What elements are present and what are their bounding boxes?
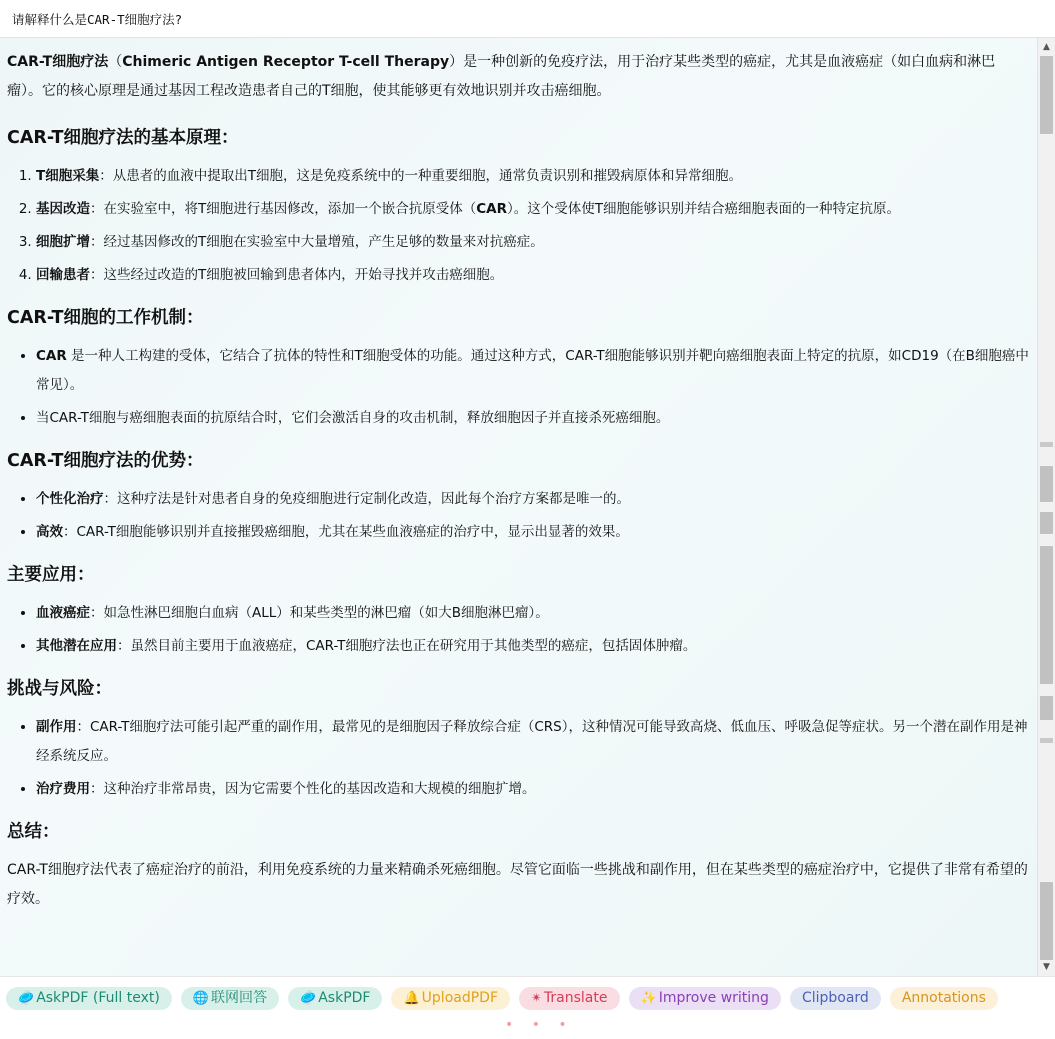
scroll-marker: [1040, 738, 1053, 743]
scroll-marker: [1040, 466, 1053, 502]
sparkles-icon: ✨: [640, 991, 657, 1006]
chip-label: Improve writing: [658, 990, 769, 1006]
chip-label: Translate: [543, 990, 608, 1006]
list-item: [36, 599, 1029, 628]
action-chips: [6, 987, 998, 1010]
item-text: ：如急性淋巴细胞白血病（ALL）和某些类型的淋巴瘤（如大B细胞淋巴瘤）。: [90, 605, 549, 621]
heading-principle: CAR-T细胞疗法的基本原理：: [7, 128, 239, 148]
heading-summary: 总结：: [7, 822, 60, 842]
item-bold: 个性化治疗: [36, 491, 104, 507]
question-bar: [0, 0, 1055, 38]
scroll-up-icon[interactable]: ▲: [1043, 42, 1050, 52]
item-bold: CAR: [476, 201, 508, 217]
improve-writing-button[interactable]: [629, 987, 781, 1010]
scroll-thumb[interactable]: [1040, 56, 1053, 134]
item-bold: 基因改造: [36, 201, 90, 217]
list-item: [36, 162, 1029, 191]
web-answer-button[interactable]: [181, 987, 279, 1010]
item-bold: 其他潜在应用: [36, 638, 117, 654]
annotations-button[interactable]: [890, 987, 998, 1010]
item-text: ：虽然目前主要用于血液癌症，CAR-T细胞疗法也正在研究用于其他类型的癌症，包括固体肿瘤。: [117, 638, 697, 654]
chip-label: 联网回答: [211, 990, 268, 1006]
bell-icon: 🔔: [403, 991, 420, 1006]
list-item: [36, 404, 1029, 433]
clipboard-button[interactable]: [790, 987, 881, 1010]
intro-term: CAR-T细胞疗法: [7, 54, 109, 70]
heading-advantages: CAR-T细胞疗法的优势：: [7, 451, 204, 471]
item-text: 当CAR-T细胞与癌细胞表面的抗原结合时，它们会激活自身的攻击机制，释放细胞因子并直接杀死癌细胞。: [36, 410, 670, 426]
item-text: ：在实验室中，将T细胞进行基因修改，添加一个嵌合抗原受体（: [90, 201, 477, 217]
list-item: [36, 261, 1029, 290]
item-text: ：这种疗法是针对患者自身的免疫细胞进行定制化改造，因此每个治疗方案都是唯一的。: [103, 491, 630, 507]
item-text: ：这些经过改造的T细胞被回输到患者体内，开始寻找并攻击癌细胞。: [90, 267, 504, 283]
item-bold: 高效: [36, 524, 63, 540]
intro-paragraph: [7, 48, 1029, 106]
list-item: [36, 195, 1029, 224]
sparkle-icon: ✴: [531, 991, 542, 1006]
chip-label: AskPDF: [318, 990, 371, 1006]
item-text: ：这种治疗非常昂贵，因为它需要个性化的基因改造和大规模的细胞扩增。: [90, 781, 536, 797]
vertical-scrollbar[interactable]: [1037, 38, 1055, 976]
item-text: 是一种人工构建的受体，它结合了抗体的特性和T细胞受体的功能。通过这种方式，CAR-T细胞能够识别并靶向癌细胞表面上特定的抗原，如CD19（在B细胞癌中常见）。: [36, 348, 1029, 393]
globe-icon: 🌐: [192, 991, 210, 1006]
action-bar: [0, 976, 1055, 1039]
item-text: ）。这个受体使T细胞能够识别并结合癌细胞表面的一种特定抗原。: [507, 201, 901, 217]
item-bold: 细胞扩增: [36, 234, 90, 250]
applications-list: [7, 599, 1029, 661]
mechanism-list: [7, 342, 1029, 433]
chip-label: Annotations: [901, 990, 986, 1006]
answer-pane: [0, 38, 1037, 976]
principle-list: [7, 162, 1029, 290]
list-item: [36, 775, 1029, 804]
item-bold: 回输患者: [36, 267, 90, 283]
askpdf-button[interactable]: [288, 987, 382, 1010]
askpdf-full-text-button[interactable]: [6, 987, 172, 1010]
scroll-marker: [1040, 442, 1053, 447]
risks-list: [7, 713, 1029, 804]
list-item: [36, 228, 1029, 257]
item-bold: T细胞采集: [36, 168, 100, 184]
heading-applications: 主要应用：: [7, 565, 95, 585]
scroll-marker: [1040, 546, 1053, 684]
item-bold: 治疗费用: [36, 781, 90, 797]
item-bold: CAR: [36, 348, 67, 364]
item-text: ：CAR-T细胞能够识别并直接摧毁癌细胞，尤其在某些血液癌症的治疗中，显示出显著的效果。: [63, 524, 629, 540]
intro-english: Chimeric Antigen Receptor T-cell Therapy: [122, 54, 450, 70]
item-text: ：经过基因修改的T细胞在实验室中大量增殖，产生足够的数量来对抗癌症。: [90, 234, 544, 250]
advantages-list: [7, 485, 1029, 547]
translate-button[interactable]: [519, 987, 619, 1010]
frisbee-icon: 🥏: [18, 991, 35, 1006]
intro-paren-close: ）: [449, 54, 464, 70]
summary-paragraph: CAR-T细胞疗法代表了癌症治疗的前沿，利用免疫系统的力量来精确杀死癌细胞。尽管它面临一些挑战和副作用，但在某些类型的癌症治疗中，它提供了非常有希望的疗效。: [7, 862, 1028, 907]
heading-mechanism: CAR-T细胞的工作机制：: [7, 308, 204, 328]
list-item: [36, 342, 1029, 400]
intro-paren-open: （: [108, 54, 123, 70]
scroll-marker: [1040, 696, 1053, 720]
list-item: [36, 485, 1029, 514]
chip-label: Clipboard: [801, 990, 869, 1006]
chip-label: AskPDF (Full text): [36, 990, 160, 1006]
item-bold: 血液癌症: [36, 605, 90, 621]
scroll-marker: [1040, 882, 1053, 960]
list-item: [36, 713, 1029, 771]
chip-label: UploadPDF: [421, 990, 499, 1006]
question-text: 请解释什么是CAR-T细胞疗法?: [12, 12, 183, 27]
list-item: [36, 518, 1029, 547]
frisbee-icon: 🥏: [300, 991, 317, 1006]
heading-risks: 挑战与风险：: [7, 679, 112, 699]
list-item: [36, 632, 1029, 661]
more-dots[interactable]: • • •: [505, 1017, 574, 1033]
scroll-marker: [1040, 512, 1053, 534]
item-bold: 副作用: [36, 719, 77, 735]
item-text: ：从患者的血液中提取出T细胞，这是免疫系统中的一种重要细胞，通常负责识别和摧毁病原体和异常细胞。: [99, 168, 742, 184]
intro-text: 是一种创新的免疫疗法，用于治疗某些类型的癌症，尤其是血液癌症（如白血病和淋巴瘤）。它的核心原理是通过基因工程改造患者自己的T细胞，使其能够更有效地识别并攻击癌细胞。: [7, 54, 996, 99]
item-text: ：CAR-T细胞疗法可能引起严重的副作用，最常见的是细胞因子释放综合症（CRS），这种情况可能导致高烧、低血压、呼吸急促等症状。另一个潜在副作用是神经系统反应。: [36, 719, 1028, 764]
scroll-down-icon[interactable]: ▼: [1043, 962, 1050, 972]
uploadpdf-button[interactable]: [391, 987, 510, 1010]
